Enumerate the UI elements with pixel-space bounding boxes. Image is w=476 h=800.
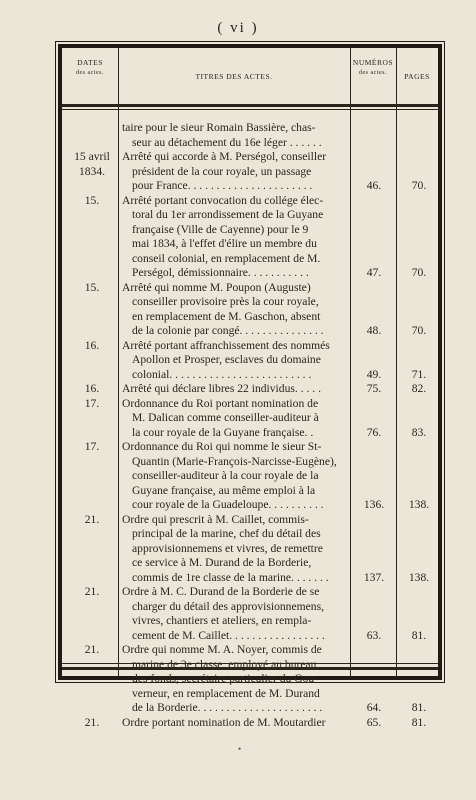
row-title-line: colonial. . . . . . . . . . . . . . . . . . . . . . . . . [132, 367, 312, 381]
row-date-line: 21. [84, 512, 100, 526]
row-title-line: des fonds, secrétaire particulier du Gou- [132, 672, 319, 685]
row-title-line: Arrêté qui déclare libres 22 individus. . . . . [122, 382, 321, 395]
row-title [122, 121, 348, 150]
row-title-line: la cour royale de la Guyane française. . [132, 425, 314, 439]
titles-header: TITRES DES ACTES. [195, 72, 273, 81]
row-title-line: conseiller provisoire près la cour royale, [132, 295, 319, 308]
row-title-line: président de la cour royale, un passage [132, 164, 312, 178]
row-title-line: Ordonnance du Roi qui nomme le sieur St- [122, 440, 322, 453]
numeros-header: NUMÉROS des actes. [352, 58, 394, 76]
row-title-line: M. Dalican comme conseiller-auditeur à [132, 411, 319, 424]
row-page: 71. [411, 367, 427, 381]
page-number: ( vi ) [217, 20, 259, 36]
row-title [122, 150, 348, 194]
row-title-line: seur au détachement du 16e léger . . . . . . [132, 135, 322, 149]
row-date-line: 15. [84, 280, 100, 294]
row-date-line: 17. [84, 440, 100, 453]
row-title-line: commis de 1re classe de la marine. . . . . . . [132, 570, 329, 584]
row-number: 64. [366, 701, 382, 714]
row-title-line: Ordre portant nomination de M. Moutardier [122, 715, 326, 729]
row-title-line: pour France. . . . . . . . . . . . . . . . . . . . . . [132, 179, 313, 192]
row-title [122, 440, 348, 513]
row-title-line: Apollon et Prosper, esclaves du domaine [132, 353, 321, 366]
row-title-line: cour royale de la Guadeloupe. . . . . . . . . . [132, 498, 324, 511]
row-page: 70. [411, 179, 427, 192]
row-title-line: approvisionnemens et vivres, de remettre [132, 541, 323, 555]
row-date [66, 397, 118, 412]
row-date [66, 150, 118, 179]
row-title-line: verneur, en remplacement de M. Durand [132, 686, 320, 700]
row-title [122, 716, 348, 731]
row-title-line: charger du détail des approvisionnemens, [132, 599, 324, 613]
row-title-line: Guyane française, au même emploi à la [132, 483, 316, 497]
row-date [66, 643, 118, 658]
row-date-line: 17. [84, 396, 100, 410]
row-number: 48. [366, 324, 382, 337]
row-date-line: 1834. [78, 164, 106, 178]
row-date [66, 194, 118, 209]
page-mark: • [238, 744, 242, 754]
row-title-line: mai 1834, à l'effet d'élire un membre du [132, 237, 317, 250]
row-title-line: de la colonie par congé. . . . . . . . . . . . . . . [132, 324, 324, 337]
row-date-line: 16. [84, 382, 100, 395]
row-title [122, 281, 348, 339]
row-title-line: ce service à M. Durand de la Borderie, [132, 556, 312, 569]
row-title-line: cement de M. Caillet. . . . . . . . . . . . . . . . . [132, 628, 325, 642]
row-title-line: marine de 3e classe, employé au bureau [132, 657, 317, 671]
row-date-line: 15 avril [74, 150, 110, 163]
row-title [122, 339, 348, 383]
row-title [122, 382, 348, 397]
row-title [122, 194, 348, 281]
row-page: 70. [411, 324, 427, 337]
row-number: 63. [366, 628, 382, 642]
row-date-line: 16. [84, 338, 100, 352]
row-page: 81. [411, 628, 427, 642]
row-number: 137. [363, 570, 385, 584]
row-title [122, 643, 348, 716]
row-title-line: en remplacement de M. Gaschon, absent [132, 309, 321, 323]
row-date [66, 382, 118, 397]
index-table [58, 44, 442, 729]
row-page: 138. [408, 570, 430, 584]
row-title [122, 585, 348, 643]
row-title-line: Arrêté portant convocation du collége élec- [122, 193, 324, 207]
row-page: 70. [411, 266, 427, 279]
row-title-line: principal de la marine, chef du détail des [132, 527, 321, 540]
pages-header: PAGES [404, 72, 430, 81]
row-date [66, 281, 118, 296]
row-number: 46. [366, 179, 382, 192]
row-title-line: Quantin (Marie-François-Narcisse-Eugène), [132, 454, 337, 468]
row-title [122, 397, 348, 441]
row-title-line: Arrêté qui nomme M. Poupon (Auguste) [122, 280, 311, 294]
row-title-line: taire pour le sieur Romain Bassière, chas- [122, 121, 316, 134]
row-page: 138. [408, 498, 430, 511]
row-title-line: française (Ville de Cayenne) pour le 9 [132, 222, 309, 236]
row-title-line: Ordre qui nomme M. A. Noyer, commis de [122, 643, 322, 656]
row-title [122, 513, 348, 586]
row-title-line: conseiller-auditeur à la cour royale de la [132, 469, 319, 482]
row-title-line: vivres, chantiers et ateliers, en rempla- [132, 614, 312, 627]
row-date [66, 585, 118, 600]
row-number: 49. [366, 367, 382, 381]
row-number: 47. [366, 266, 382, 279]
row-number: 75. [366, 382, 382, 395]
row-title-line: Arrêté qui accorde à M. Perségol, conseiller [122, 150, 327, 163]
row-title-line: Ordre à M. C. Durand de la Borderie de se [122, 585, 320, 598]
row-date-line: 21. [84, 715, 100, 729]
row-page: 82. [411, 382, 427, 395]
row-title-line: de la Borderie. . . . . . . . . . . . . . . . . . . . . . [132, 701, 323, 714]
row-date [66, 513, 118, 528]
row-date-line: 15. [84, 193, 100, 207]
dates-header: DATES des actes. [76, 58, 104, 76]
row-title-line: Arrêté portant affranchissement des nommés [122, 338, 330, 352]
row-page: 83. [411, 425, 427, 439]
row-page: 81. [411, 715, 427, 729]
row-number: 76. [366, 425, 382, 439]
table-header [62, 48, 438, 104]
row-date-line: 21. [84, 585, 100, 598]
row-title-line: toral du 1er arrondissement de la Guyane [132, 208, 324, 221]
row-title-line: conseil colonial, en remplacement de M. [132, 251, 321, 265]
row-title-line: Ordonnance du Roi portant nomination de [122, 396, 319, 410]
row-title-line: Ordre qui prescrit à M. Caillet, commis- [122, 512, 309, 526]
row-date [66, 716, 118, 731]
row-date-line: 21. [84, 643, 100, 656]
row-date [66, 339, 118, 354]
row-number: 65. [366, 715, 382, 729]
row-title-line: Perségol, démissionnaire. . . . . . . . . . . [132, 266, 309, 279]
row-page: 81. [411, 701, 427, 714]
row-number: 136. [363, 498, 385, 511]
row-date [66, 440, 118, 455]
